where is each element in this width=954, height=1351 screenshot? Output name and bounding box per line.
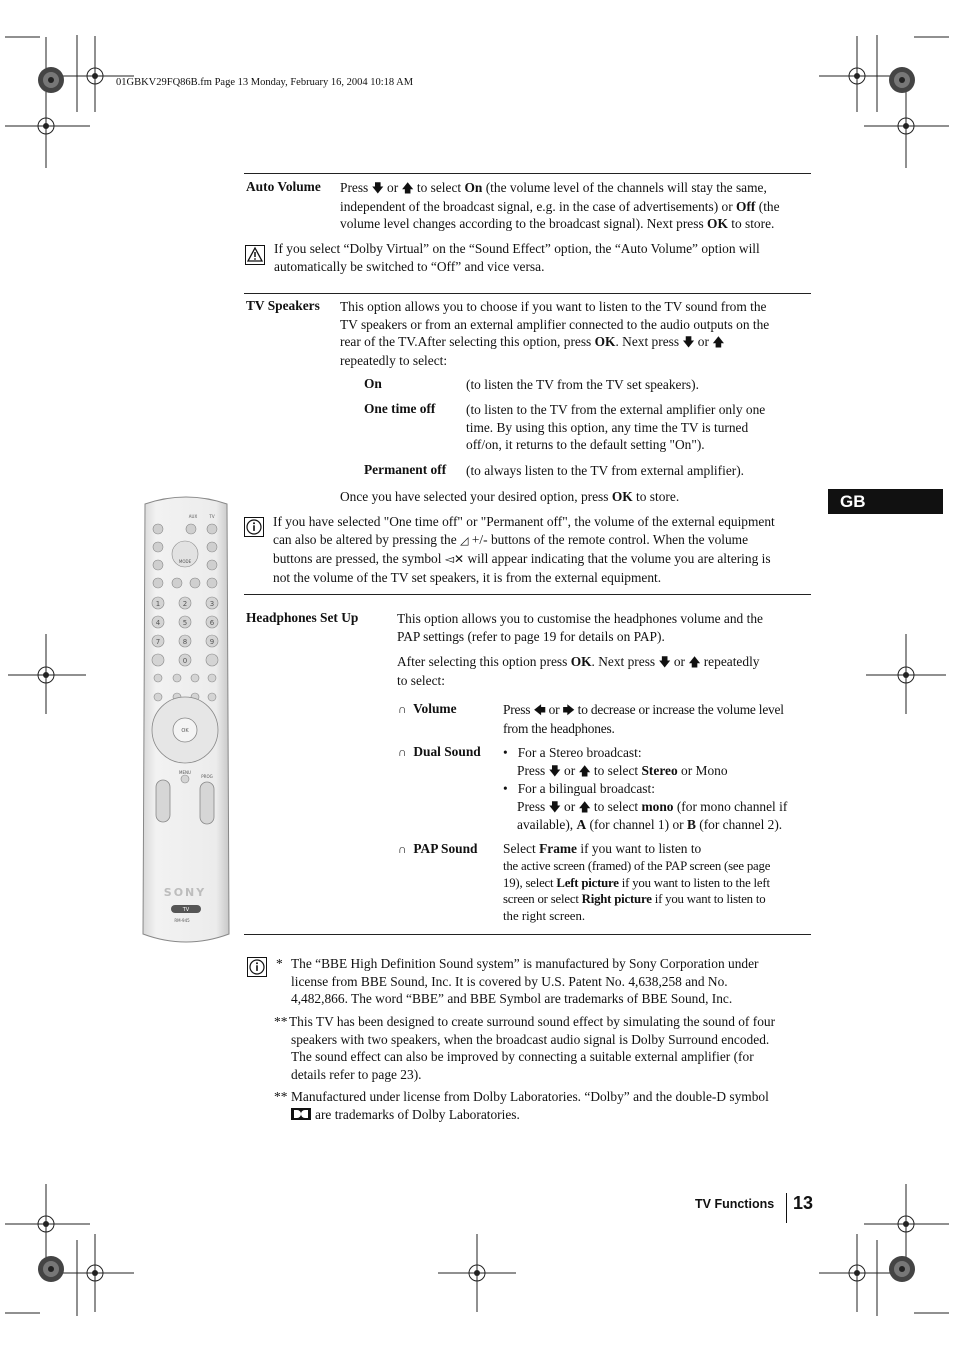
pap-sound-desc: Select Frame if you want to listen to the active screen (framed) of the PAP screen (see page 19), select Left picture if you want to listen to the left screen or select Right picture if you want to listen to the right screen.: [503, 841, 771, 924]
svg-text:PROG: PROG: [201, 774, 213, 779]
file-header: 01GBKV29FQ86B.fm Page 13 Monday, February 16, 2004 10:18 AM: [116, 77, 414, 88]
note-bbe: The “BBE High Definition Sound system” is manufactured by Sony Corporation under license from BBE Sound, Inc. It is covered by U.S. Patent No. 4,638,258 and No. 4,482,866. The word “BBE” and BBE Symbol are trademarks of BBE Sound, Inc.: [291, 956, 759, 1007]
note-bbe-mark: *: [276, 956, 283, 971]
headphones-text: This option allows you to customise the headphones volume and the PAP settings (refer to page 19 for details on PAP). After selecting this option press OK. Next press 🡇 or 🡅 repeatedly to select:: [397, 611, 763, 688]
left-arrow-icon: 🡄: [533, 703, 546, 717]
svg-text:7: 7: [155, 638, 161, 646]
divider: [244, 934, 811, 935]
option-desc: (to listen the TV from the TV set speakers).: [466, 377, 699, 392]
footer-divider: [786, 1193, 787, 1223]
divider: [244, 173, 811, 174]
option-name: On: [364, 376, 382, 391]
tv-speakers-info: If you have selected "One time off" or "Permanent off", the volume of the external equipment can also be altered by pressing the ◿ +/- buttons of the remote control. When the volume buttons are pressed, the symbol ◅✕ will appear indicating that the volume you are altering is not the volume of the TV set speakers, it is from the external equipment.: [273, 514, 775, 585]
headphone-icon: ∩: [398, 745, 407, 759]
down-arrow-icon: 🡇: [682, 335, 695, 350]
down-arrow-icon: 🡇: [548, 799, 561, 814]
option-name: Permanent off: [364, 462, 447, 477]
up-arrow-icon: 🡅: [578, 763, 591, 778]
warning-icon: [245, 245, 265, 265]
option-name: One time off: [364, 401, 436, 416]
note-surround: This TV has been designed to create surround sound effect by simulating the sound of four speakers with two speakers, when the broadcast audio signal is Dolby Surround encoded. The sound effect can also be improved by connecting a suitable external amplifier (for details refer to page 23).: [289, 1014, 776, 1082]
divider: [244, 594, 811, 595]
right-arrow-icon: 🡆: [562, 703, 575, 717]
option-desc: (to listen to the TV from the external amplifier only one time. By using this option, any time the TV is turned off/on, it returns to the default setting "On").: [466, 402, 766, 453]
headphone-icon: ∩: [398, 842, 407, 856]
auto-volume-label: Auto Volume: [246, 179, 321, 194]
volume-option: ∩ Volume: [398, 701, 457, 716]
dual-sound-option: ∩ Dual Sound: [398, 744, 481, 759]
store-instruction: Once you have selected your desired option, press OK to store.: [340, 489, 680, 504]
remote-control-image: [141, 494, 231, 946]
svg-text:AUX: AUX: [188, 514, 198, 519]
svg-text:RM-945: RM-945: [174, 918, 190, 923]
svg-text:9: 9: [209, 638, 215, 646]
svg-text:2: 2: [182, 600, 188, 608]
page-number: 13: [793, 1193, 814, 1213]
svg-text:MENU: MENU: [179, 770, 191, 775]
volume-desc: Press 🡄 or 🡆 to decrease or increase the volume level from the headphones.: [503, 702, 784, 736]
up-arrow-icon: 🡅: [578, 799, 591, 814]
dual-sound-desc: • For a Stereo broadcast: Press 🡇 or 🡅 to select Stereo or Mono • For a bilingual broadcast: Press 🡇 or 🡅 to select mono (for mono channel if available), A (for channel 1) or B (for channel 2).: [503, 745, 788, 833]
language-tab: GB: [828, 489, 943, 514]
headphone-icon: ∩: [398, 702, 407, 716]
auto-volume-text: Press 🡇 or 🡅 to select On (the volume level of the channels will stay the same, independent of the broadcast signal, e.g. in the case of advertisements) or Off (the volume level changes according to the broadcast signal). Next press OK to store.: [340, 180, 780, 232]
note-surround-mark: **: [274, 1014, 288, 1029]
svg-text:6: 6: [209, 619, 215, 627]
auto-volume-warning: If you select “Dolby Virtual” on the “Sound Effect” option, the “Auto Volume” option will automatically be switched to “Off” and vice versa.: [274, 241, 760, 274]
up-arrow-icon: 🡅: [688, 655, 701, 670]
svg-text:TV: TV: [209, 514, 215, 519]
svg-text:8: 8: [182, 638, 188, 646]
svg-text:MODE: MODE: [178, 559, 192, 564]
headphones-label: Headphones Set Up: [246, 610, 359, 625]
tv-speakers-label: TV Speakers: [246, 298, 320, 313]
svg-text:SONY: SONY: [163, 886, 207, 899]
note-dolby: Manufactured under license from Dolby Laboratories. “Dolby” and the double-D symbol are trademarks of Dolby Laboratories.: [291, 1089, 769, 1122]
svg-text:1: 1: [155, 600, 161, 608]
divider: [244, 293, 811, 294]
note-dolby-mark: **: [274, 1089, 288, 1104]
tv-speakers-text: This option allows you to choose if you want to listen to the TV sound from the TV speakers or from an external amplifier connected to the audio outputs on the rear of the TV.After selecting this option, press OK. Next press 🡇 or 🡅 repeatedly to select:: [340, 299, 770, 368]
section-title: TV Functions: [695, 1197, 775, 1211]
option-desc: (to always listen to the TV from external amplifier).: [466, 463, 745, 478]
down-arrow-icon: 🡇: [371, 181, 384, 195]
svg-text:0: 0: [182, 657, 188, 665]
svg-text:TV: TV: [182, 907, 190, 913]
svg-text:4: 4: [155, 619, 161, 627]
svg-text:5: 5: [182, 619, 188, 627]
up-arrow-icon: 🡅: [712, 335, 725, 350]
svg-text:3: 3: [209, 600, 215, 608]
info-icon: [244, 517, 264, 537]
volume-icon: ◿: [460, 534, 469, 547]
pap-sound-option: ∩ PAP Sound: [398, 841, 478, 856]
down-arrow-icon: 🡇: [548, 763, 561, 778]
info-icon: [247, 957, 267, 977]
dolby-double-d-icon: [291, 1107, 311, 1119]
speaker-off-icon: ◅✕: [444, 552, 465, 567]
down-arrow-icon: 🡇: [658, 655, 671, 670]
svg-text:OK: OK: [181, 728, 189, 734]
up-arrow-icon: 🡅: [401, 181, 414, 195]
